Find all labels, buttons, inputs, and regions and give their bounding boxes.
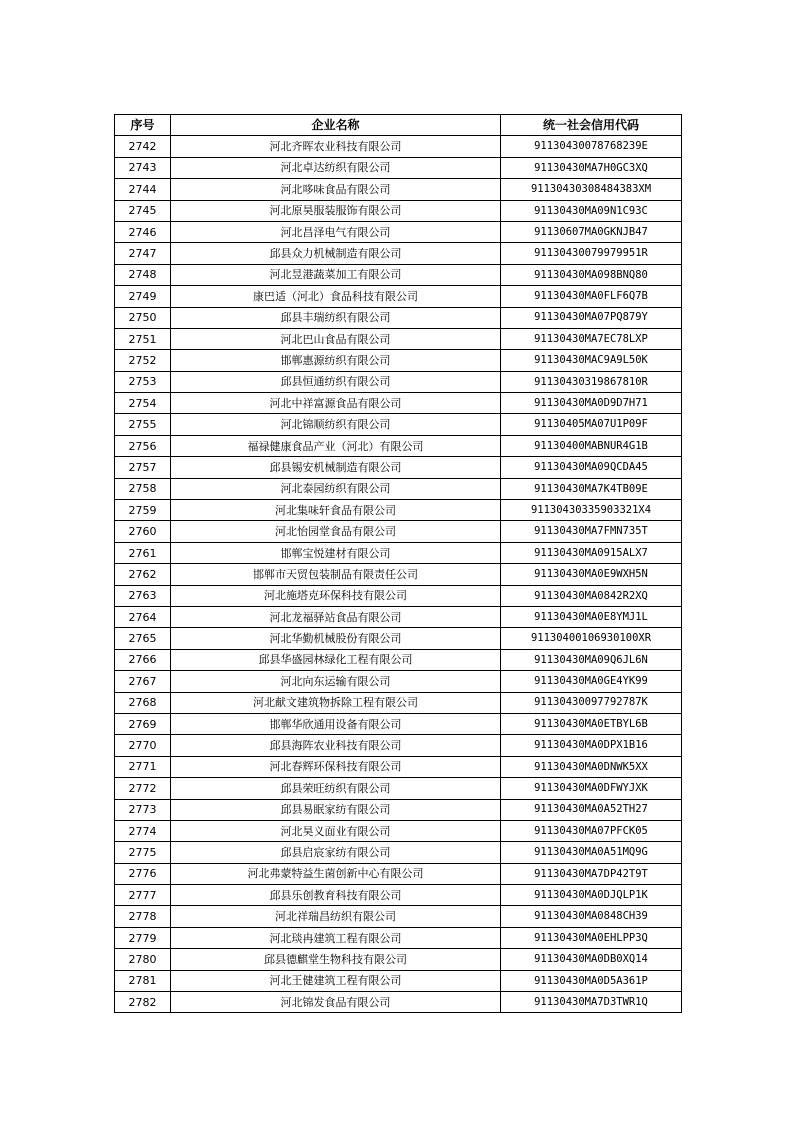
row-credit-code: 91130430308484383XM: [501, 179, 682, 200]
table-row: [115, 157, 682, 178]
row-company-name: 河北向东运输有限公司: [171, 671, 501, 692]
row-company-name: 河北昱港蔬菜加工有限公司: [171, 264, 501, 285]
row-credit-code: 91130430MA0915ALX7: [501, 542, 682, 563]
row-credit-code: 91130430MA0A52TH27: [501, 799, 682, 820]
row-credit-code: 91130430MA0DFWYJXK: [501, 778, 682, 799]
header-company-name: 企业名称: [171, 115, 501, 136]
table-row: [115, 863, 682, 884]
table-row: [115, 820, 682, 841]
row-credit-code: 91130430MA7H0GC3XQ: [501, 157, 682, 178]
row-index: 2779: [115, 927, 171, 948]
table-row: [115, 564, 682, 585]
table-row: [115, 307, 682, 328]
row-company-name: 河北卓达纺织有限公司: [171, 157, 501, 178]
row-credit-code: 91130430MA07PFCK05: [501, 820, 682, 841]
row-company-name: 河北泰园纺织有限公司: [171, 478, 501, 499]
row-index: 2746: [115, 221, 171, 242]
table-body: [115, 136, 682, 1013]
header-index: 序号: [115, 115, 171, 136]
row-company-name: 福禄健康食品产业（河北）有限公司: [171, 435, 501, 456]
row-index: 2768: [115, 692, 171, 713]
row-company-name: 河北怡园堂食品有限公司: [171, 521, 501, 542]
row-credit-code: 91130430097792787K: [501, 692, 682, 713]
table-row: [115, 200, 682, 221]
row-index: 2742: [115, 136, 171, 157]
table-row: [115, 927, 682, 948]
table-row: [115, 136, 682, 157]
row-company-name: 邱县启宸家纺有限公司: [171, 842, 501, 863]
row-credit-code: 91130400MABNUR4G1B: [501, 435, 682, 456]
row-index: 2773: [115, 799, 171, 820]
row-credit-code: 91130430MA0848CH39: [501, 906, 682, 927]
row-index: 2777: [115, 885, 171, 906]
row-company-name: 邱县德麒堂生物科技有限公司: [171, 949, 501, 970]
row-credit-code: 91130430MA0DJQLP1K: [501, 885, 682, 906]
row-credit-code: 91130430MA0E9WXH5N: [501, 564, 682, 585]
row-index: 2781: [115, 970, 171, 991]
table-row: [115, 885, 682, 906]
table-row: [115, 756, 682, 777]
row-company-name: 邱县易眠家纺有限公司: [171, 799, 501, 820]
row-index: 2749: [115, 286, 171, 307]
table-row: [115, 970, 682, 991]
table-row: [115, 842, 682, 863]
row-company-name: 河北献文建筑物拆除工程有限公司: [171, 692, 501, 713]
row-company-name: 河北春辉环保科技有限公司: [171, 756, 501, 777]
row-company-name: 河北原昊服装服饰有限公司: [171, 200, 501, 221]
row-company-name: 河北锦顺纺织有限公司: [171, 414, 501, 435]
row-company-name: 邱县荣旺纺织有限公司: [171, 778, 501, 799]
table-row: [115, 478, 682, 499]
table-row: [115, 371, 682, 392]
table-row: [115, 606, 682, 627]
row-index: 2763: [115, 585, 171, 606]
row-credit-code: 91130430MA0DB0XQ14: [501, 949, 682, 970]
table-row: [115, 542, 682, 563]
row-credit-code: 91130430MA0D9D7H71: [501, 393, 682, 414]
table-row: [115, 671, 682, 692]
row-company-name: 邱县恒通纺织有限公司: [171, 371, 501, 392]
row-index: 2754: [115, 393, 171, 414]
row-credit-code: 91130430MA09Q6JL6N: [501, 649, 682, 670]
row-credit-code: 91130430MA0DNWK5XX: [501, 756, 682, 777]
table-row: [115, 992, 682, 1013]
table-row: [115, 778, 682, 799]
row-company-name: 邯郸华欣通用设备有限公司: [171, 713, 501, 734]
row-index: 2765: [115, 628, 171, 649]
table-row: [115, 328, 682, 349]
row-credit-code: 91130430335903321X4: [501, 500, 682, 521]
table-row: [115, 949, 682, 970]
table-row: [115, 692, 682, 713]
row-credit-code: 91130430MA0842R2XQ: [501, 585, 682, 606]
row-credit-code: 91130430MA0GE4YK99: [501, 671, 682, 692]
row-credit-code: 91130405MA07U1P09F: [501, 414, 682, 435]
row-index: 2764: [115, 606, 171, 627]
row-index: 2743: [115, 157, 171, 178]
table-row: [115, 585, 682, 606]
row-index: 2782: [115, 992, 171, 1013]
row-index: 2770: [115, 735, 171, 756]
row-company-name: 河北集味轩食品有限公司: [171, 500, 501, 521]
row-company-name: 邯郸宝悦建材有限公司: [171, 542, 501, 563]
row-credit-code: 91130430MA0EHLPP3Q: [501, 927, 682, 948]
row-index: 2760: [115, 521, 171, 542]
row-index: 2772: [115, 778, 171, 799]
row-company-name: 邱县众力机械制造有限公司: [171, 243, 501, 264]
row-credit-code: 91130430MA7FMN735T: [501, 521, 682, 542]
table-row: [115, 221, 682, 242]
row-credit-code: 91130430MA09N1C93C: [501, 200, 682, 221]
table-row: [115, 179, 682, 200]
row-company-name: 邱县海阵农业科技有限公司: [171, 735, 501, 756]
row-index: 2778: [115, 906, 171, 927]
row-index: 2752: [115, 350, 171, 371]
table-row: [115, 243, 682, 264]
row-company-name: 河北龙福驿站食品有限公司: [171, 606, 501, 627]
row-company-name: 邱县华盛园林绿化工程有限公司: [171, 649, 501, 670]
row-credit-code: 91130430MA098BNQ80: [501, 264, 682, 285]
row-company-name: 河北巴山食品有限公司: [171, 328, 501, 349]
table-row: [115, 799, 682, 820]
row-index: 2762: [115, 564, 171, 585]
table-row: [115, 286, 682, 307]
table-row: [115, 521, 682, 542]
row-index: 2776: [115, 863, 171, 884]
row-index: 2766: [115, 649, 171, 670]
row-index: 2769: [115, 713, 171, 734]
table-row: [115, 735, 682, 756]
row-index: 2748: [115, 264, 171, 285]
row-index: 2771: [115, 756, 171, 777]
row-company-name: 邱县锡安机械制造有限公司: [171, 457, 501, 478]
row-company-name: 邱县乐创教育科技有限公司: [171, 885, 501, 906]
row-index: 2780: [115, 949, 171, 970]
row-index: 2747: [115, 243, 171, 264]
table-row: [115, 906, 682, 927]
row-index: 2775: [115, 842, 171, 863]
table-row: [115, 500, 682, 521]
table-row: [115, 264, 682, 285]
row-company-name: 河北王健建筑工程有限公司: [171, 970, 501, 991]
row-index: 2745: [115, 200, 171, 221]
row-company-name: 河北祥瑞昌纺织有限公司: [171, 906, 501, 927]
row-credit-code: 91130430MA07PQ879Y: [501, 307, 682, 328]
row-company-name: 河北昊义面业有限公司: [171, 820, 501, 841]
row-company-name: 河北弗蒙特益生菌创新中心有限公司: [171, 863, 501, 884]
row-credit-code: 91130430MA7DP42T9T: [501, 863, 682, 884]
row-credit-code: 91130430319867810R: [501, 371, 682, 392]
row-index: 2756: [115, 435, 171, 456]
enterprise-table: [114, 114, 682, 1013]
row-index: 2767: [115, 671, 171, 692]
row-credit-code: 91130430MA0FLF6Q7B: [501, 286, 682, 307]
table-header-row: [115, 115, 682, 136]
row-company-name: 河北哆味食品有限公司: [171, 179, 501, 200]
row-index: 2750: [115, 307, 171, 328]
row-index: 2753: [115, 371, 171, 392]
row-credit-code: 91130400106930100XR: [501, 628, 682, 649]
table-row: [115, 649, 682, 670]
row-company-name: 河北华勤机械股份有限公司: [171, 628, 501, 649]
row-company-name: 邯郸市天贸包装制品有限责任公司: [171, 564, 501, 585]
row-index: 2751: [115, 328, 171, 349]
table-row: [115, 457, 682, 478]
row-credit-code: 91130430MA0A51MQ9G: [501, 842, 682, 863]
row-index: 2761: [115, 542, 171, 563]
row-company-name: 康巴适（河北）食品科技有限公司: [171, 286, 501, 307]
row-company-name: 河北中祥富源食品有限公司: [171, 393, 501, 414]
row-company-name: 河北琰冉建筑工程有限公司: [171, 927, 501, 948]
row-credit-code: 91130430MA09QCDA45: [501, 457, 682, 478]
row-credit-code: 91130430MA0ETBYL6B: [501, 713, 682, 734]
row-credit-code: 91130430MA7D3TWR1Q: [501, 992, 682, 1013]
row-index: 2757: [115, 457, 171, 478]
row-index: 2774: [115, 820, 171, 841]
row-credit-code: 91130430MA0D5A361P: [501, 970, 682, 991]
row-index: 2744: [115, 179, 171, 200]
row-credit-code: 91130430079979951R: [501, 243, 682, 264]
table-row: [115, 713, 682, 734]
row-index: 2755: [115, 414, 171, 435]
row-company-name: 河北昌泽电气有限公司: [171, 221, 501, 242]
header-credit-code: 统一社会信用代码: [501, 115, 682, 136]
row-credit-code: 91130430MAC9A9L50K: [501, 350, 682, 371]
row-credit-code: 91130430MA0DPX1B16: [501, 735, 682, 756]
row-index: 2758: [115, 478, 171, 499]
table-row: [115, 393, 682, 414]
row-index: 2759: [115, 500, 171, 521]
row-company-name: 河北齐晖农业科技有限公司: [171, 136, 501, 157]
row-credit-code: 91130430MA7EC78LXP: [501, 328, 682, 349]
table-row: [115, 435, 682, 456]
row-credit-code: 91130430MA7K4TB09E: [501, 478, 682, 499]
row-credit-code: 91130430MA0E8YMJ1L: [501, 606, 682, 627]
row-credit-code: 91130430078768239E: [501, 136, 682, 157]
row-company-name: 河北锦发食品有限公司: [171, 992, 501, 1013]
row-credit-code: 91130607MA0GKNJB47: [501, 221, 682, 242]
table-row: [115, 628, 682, 649]
row-company-name: 河北施塔克环保科技有限公司: [171, 585, 501, 606]
row-company-name: 邱县丰瑞纺织有限公司: [171, 307, 501, 328]
table-row: [115, 350, 682, 371]
table-row: [115, 414, 682, 435]
row-company-name: 邯郸惠源纺织有限公司: [171, 350, 501, 371]
